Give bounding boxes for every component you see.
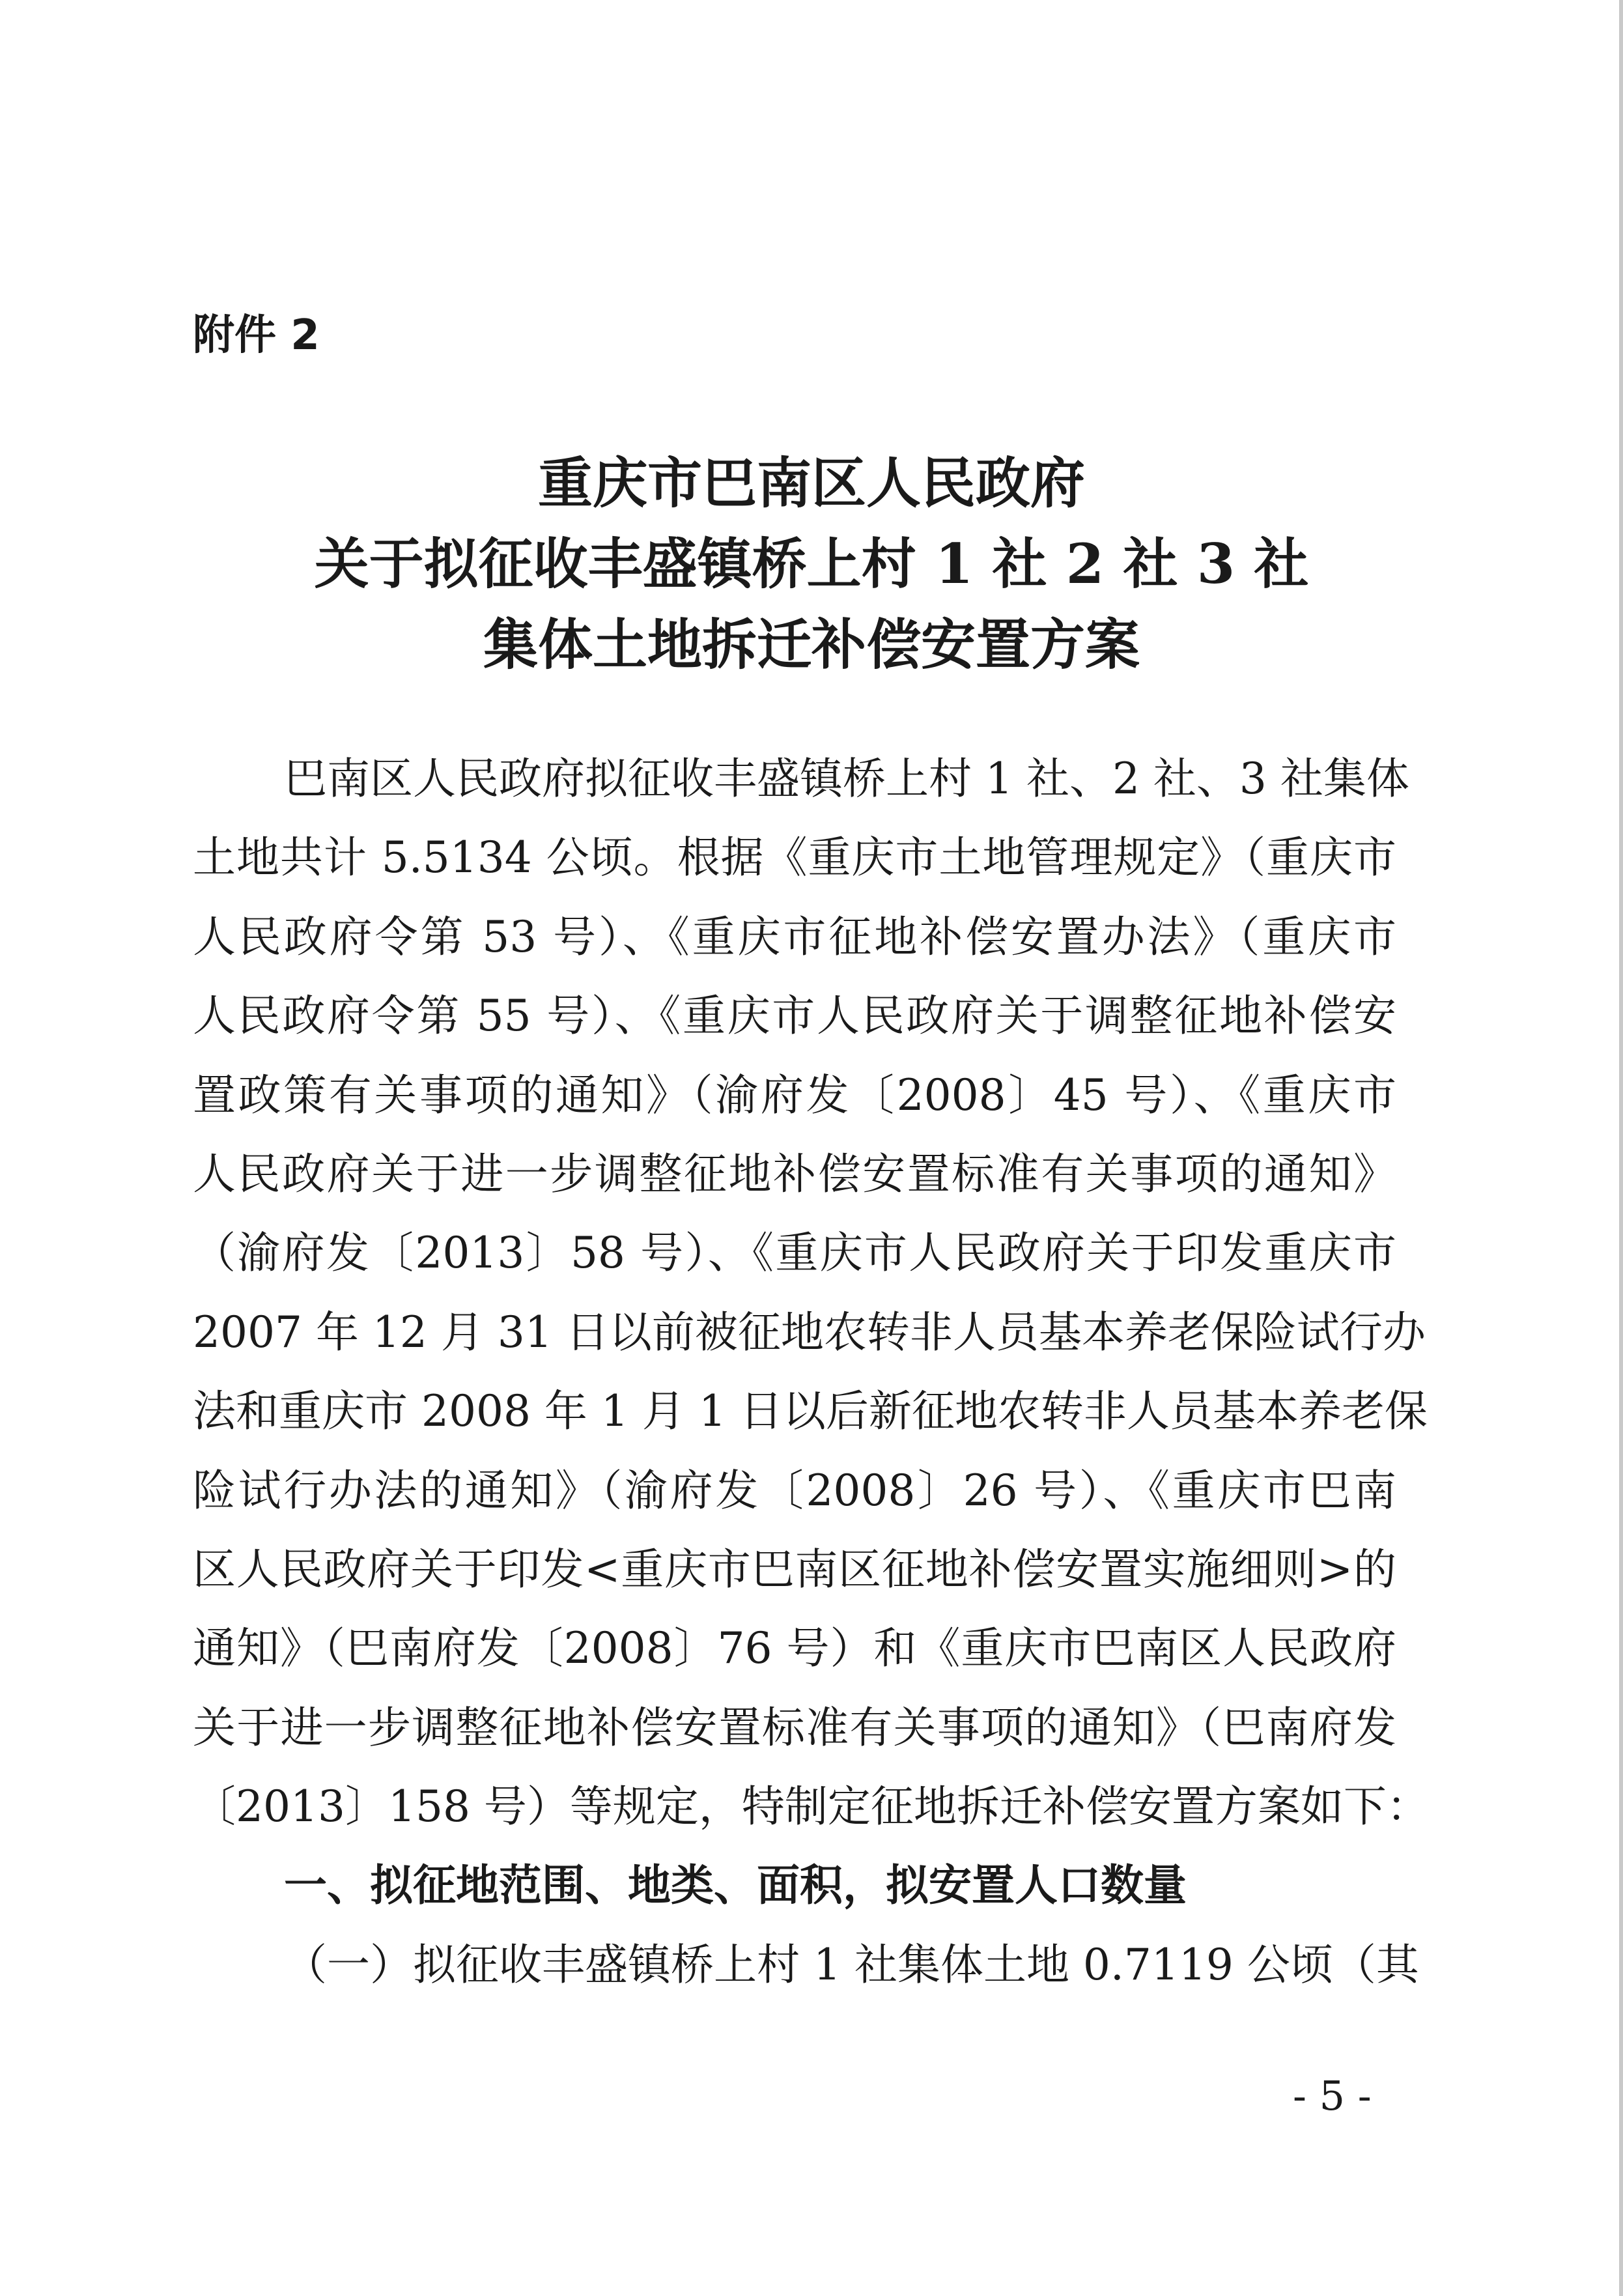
paragraph-line: 置政策有关事项的通知》（渝府发〔2008〕45 号）、《重庆市 (193, 1070, 1396, 1120)
paragraph-line: 2007 年 12 月 31 日以前被征地农转非人员基本养老保险试行办 (193, 1307, 1426, 1357)
title-line-1: 重庆市巴南区人民政府 (537, 451, 1085, 515)
attachment-label: 附件 2 (193, 311, 320, 360)
paragraph-line: （渝府发〔2013〕58 号）、《重庆市人民政府关于印发重庆市 (193, 1228, 1396, 1279)
paragraph-line: 区人民政府关于印发<重庆市巴南区征地补偿安置实施细则>的 (193, 1544, 1396, 1594)
page-edge-shadow (1619, 0, 1623, 2296)
paragraph-line: 关于进一步调整征地补偿安置标准有关事项的通知》（巴南府发 (193, 1702, 1396, 1753)
section-paragraph-line: （一）拟征收丰盛镇桥上村 1 社集体土地 0.7119 公顷（其 (284, 1939, 1419, 1990)
document-title (0, 443, 1623, 685)
paragraph-line: 人民政府令第 53 号）、《重庆市征地补偿安置办法》（重庆市 (193, 911, 1396, 962)
paragraph-line: 〔2013〕158 号）等规定，特制定征地拆迁补偿安置方案如下： (193, 1781, 1430, 1832)
section-heading: 一、拟征地范围、地类、面积，拟安置人口数量 (284, 1860, 1187, 1911)
paragraph-line: 土地共计 5.5134 公顷。根据《重庆市土地管理规定》（重庆市 (193, 832, 1396, 883)
title-line-2: 关于拟征收丰盛镇桥上村 1 社 2 社 3 社 (314, 531, 1309, 596)
paragraph-line: 人民政府令第 55 号）、《重庆市人民政府关于调整征地补偿安 (193, 991, 1396, 1042)
paragraph-line: 巴南区人民政府拟征收丰盛镇桥上村 1 社、2 社、3 社集体 (284, 754, 1409, 804)
paragraph-line: 法和重庆市 2008 年 1 月 1 日以后新征地农转非人员基本养老保 (193, 1386, 1428, 1437)
page-number: - 5 - (1293, 2072, 1372, 2119)
paragraph-line: 人民政府关于进一步调整征地补偿安置标准有关事项的通知》 (193, 1148, 1396, 1199)
title-line-3: 集体土地拆迁补偿安置方案 (483, 612, 1140, 677)
paragraph-line: 通知》（巴南府发〔2008〕76 号）和《重庆市巴南区人民政府 (193, 1623, 1396, 1674)
paragraph-line: 险试行办法的通知》（渝府发〔2008〕26 号）、《重庆市巴南 (193, 1465, 1396, 1516)
document-body (193, 739, 1430, 2004)
intro-paragraph (193, 739, 1430, 1846)
